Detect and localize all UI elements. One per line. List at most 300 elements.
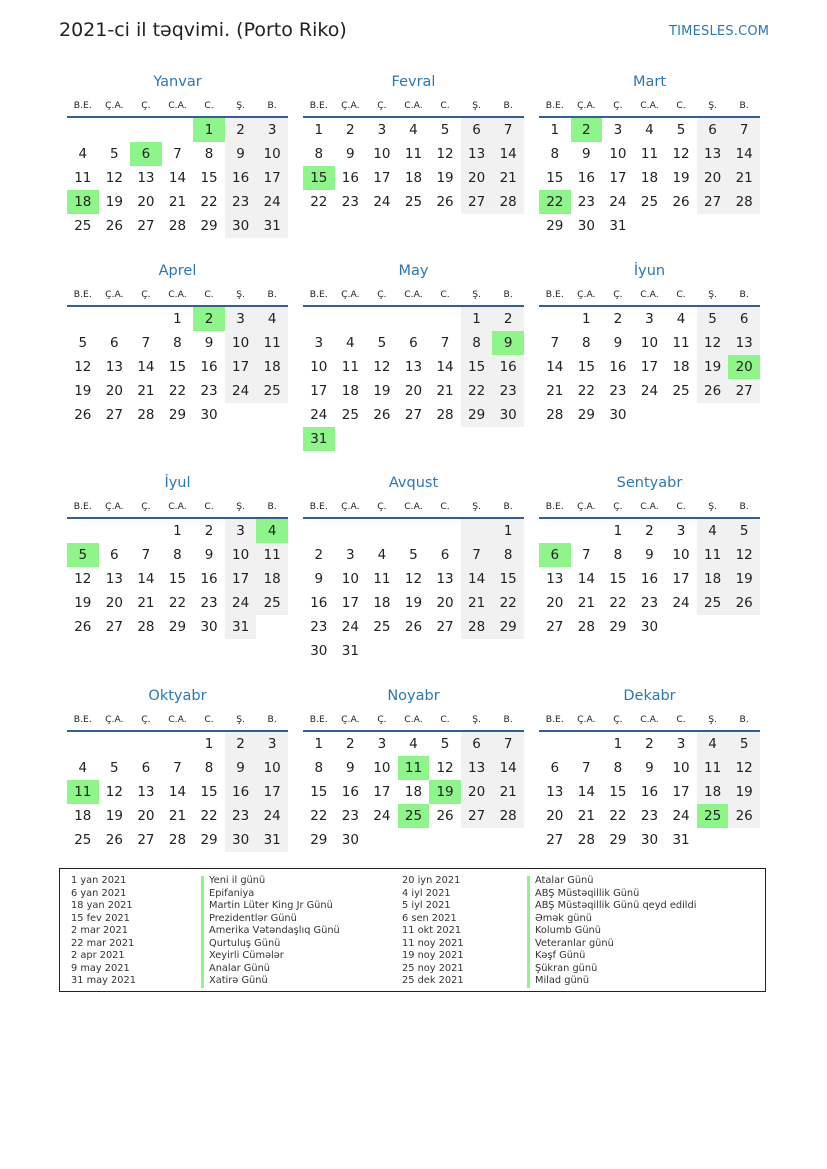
weekday-label: C.A. xyxy=(640,714,659,725)
legend-holiday-name: Əmək günü xyxy=(535,912,592,924)
day-cell: 7 xyxy=(461,543,493,567)
weekday-label: B. xyxy=(267,714,277,725)
day-cell: 18 xyxy=(640,170,659,186)
empty-cell xyxy=(398,307,430,331)
legend-marker-right xyxy=(527,876,530,988)
day-cell: 9 xyxy=(645,760,654,776)
weekday-label: Ç. xyxy=(141,100,151,111)
day-cell: 30 xyxy=(200,619,218,635)
legend-date: 31 may 2021 xyxy=(71,975,136,986)
day-cell: 1 xyxy=(582,311,591,327)
day-cell: 7 xyxy=(173,146,182,162)
day-cell: 16 xyxy=(577,170,595,186)
day-cell: 11 xyxy=(672,335,690,351)
weekday-label: B. xyxy=(739,289,749,300)
legend-date: 9 may 2021 xyxy=(71,962,130,974)
day-cell: 4 xyxy=(78,146,88,162)
day-cell: 29 xyxy=(609,832,627,848)
day-cell: 26 xyxy=(105,218,123,234)
weekday-label: B. xyxy=(267,501,277,512)
day-grid xyxy=(539,519,760,639)
day-cell: 15 xyxy=(200,170,218,186)
day-cell: 3 xyxy=(676,523,686,539)
weekday-label: C.A. xyxy=(168,289,187,300)
day-cell: 10 xyxy=(256,756,288,780)
day-cell: 5 xyxy=(110,760,119,776)
weekday-label: Ç. xyxy=(377,501,387,512)
day-cell: 30 xyxy=(492,403,524,427)
day-cell: 15 xyxy=(609,571,627,587)
day-cell: 21 xyxy=(168,194,187,210)
weekday-label: Ş. xyxy=(236,714,245,725)
day-cell: 22 xyxy=(492,591,524,615)
day-cell: 1 xyxy=(613,736,623,752)
day-cell: 2 xyxy=(346,122,355,138)
day-cell: 27 xyxy=(728,379,760,403)
day-cell: 14 xyxy=(492,142,524,166)
day-cell: 8 xyxy=(461,331,493,355)
weekday-label: Ç.A. xyxy=(341,289,360,300)
empty-cell xyxy=(461,519,493,543)
empty-cell xyxy=(67,732,99,756)
weekday-label: C.A. xyxy=(404,501,423,512)
weekday-label: B.E. xyxy=(545,714,564,725)
weekday-label: B. xyxy=(267,100,277,111)
day-cell: 27 xyxy=(105,619,123,635)
legend-date: 1 yan 2021 xyxy=(71,875,127,886)
weekday-label: Ç. xyxy=(141,289,151,300)
day-cell: 4 xyxy=(409,736,418,752)
day-cell: 17 xyxy=(672,784,690,800)
weekday-label: Ç.A. xyxy=(105,289,124,300)
day-cell: 18 xyxy=(373,595,391,611)
weekday-label: C. xyxy=(204,501,214,512)
day-cell: 18 xyxy=(256,355,288,379)
empty-cell xyxy=(571,732,603,756)
day-cell: 8 xyxy=(582,335,591,351)
weekday-label: B. xyxy=(739,501,749,512)
legend-marker-left xyxy=(201,876,204,988)
day-cell: 1 xyxy=(314,122,324,138)
day-cell: 12 xyxy=(373,359,391,375)
day-cell: 2 xyxy=(225,732,257,756)
holiday-day-cell: 25 xyxy=(697,804,729,828)
day-cell: 11 xyxy=(74,170,92,186)
empty-cell xyxy=(429,307,461,331)
day-cell: 16 xyxy=(640,571,659,587)
day-cell: 30 xyxy=(225,214,257,238)
day-cell: 2 xyxy=(346,736,355,752)
day-cell: 11 xyxy=(256,543,288,567)
day-cell: 19 xyxy=(697,355,729,379)
day-cell: 6 xyxy=(550,760,560,776)
legend-date: 2 apr 2021 xyxy=(71,950,125,961)
day-cell: 7 xyxy=(550,335,560,351)
day-cell: 25 xyxy=(256,591,288,615)
day-cell: 29 xyxy=(492,615,524,639)
day-cell: 5 xyxy=(440,736,450,752)
weekday-label: B. xyxy=(503,714,513,725)
weekday-label: Ş. xyxy=(472,100,481,111)
weekday-header xyxy=(303,497,524,519)
empty-cell xyxy=(130,519,162,543)
weekday-header xyxy=(303,96,524,118)
day-cell: 13 xyxy=(137,784,155,800)
day-cell: 30 xyxy=(640,619,659,635)
weekday-label: B. xyxy=(503,289,513,300)
weekday-label: Ç.A. xyxy=(105,100,124,111)
day-cell: 14 xyxy=(577,571,595,587)
day-cell: 18 xyxy=(697,567,729,591)
month-name: Fevral xyxy=(391,74,436,90)
weekday-label: B.E. xyxy=(309,714,328,725)
day-cell: 28 xyxy=(577,619,595,635)
month-name: İyun xyxy=(633,263,666,279)
day-cell: 6 xyxy=(110,335,119,351)
day-cell: 20 xyxy=(404,383,423,399)
day-cell: 16 xyxy=(341,784,359,800)
day-cell: 2 xyxy=(645,523,654,539)
day-cell: 7 xyxy=(492,732,524,756)
day-cell: 26 xyxy=(436,808,454,824)
legend-holiday-name: Xeyirli Cümələr xyxy=(209,950,284,961)
holiday-day-cell: 25 xyxy=(398,804,430,828)
day-cell: 21 xyxy=(168,808,187,824)
day-cell: 27 xyxy=(137,832,155,848)
holiday-day-cell: 2 xyxy=(571,118,603,142)
day-cell: 28 xyxy=(137,407,155,423)
weekday-label: Ş. xyxy=(472,714,481,725)
month-name: Aprel xyxy=(158,263,197,279)
day-grid xyxy=(303,732,524,852)
weekday-header xyxy=(539,96,760,118)
legend-holiday-name: Milad günü xyxy=(535,975,590,986)
legend-date: 25 dek 2021 xyxy=(402,975,464,986)
day-cell: 16 xyxy=(341,170,359,186)
day-cell: 8 xyxy=(613,547,623,563)
weekday-label: Ç. xyxy=(377,289,387,300)
holiday-day-cell: 2 xyxy=(193,307,225,331)
day-cell: 30 xyxy=(609,407,627,423)
month-name: Avqust xyxy=(388,475,439,491)
day-cell: 21 xyxy=(436,383,454,399)
empty-cell xyxy=(130,307,162,331)
day-cell: 19 xyxy=(672,170,690,186)
day-cell: 5 xyxy=(409,547,418,563)
empty-cell xyxy=(398,519,430,543)
day-cell: 24 xyxy=(609,194,627,210)
legend-dates-left xyxy=(71,875,136,988)
weekday-label: C.A. xyxy=(640,100,659,111)
empty-cell xyxy=(539,519,571,543)
day-cell: 21 xyxy=(492,166,524,190)
day-cell: 4 xyxy=(256,307,288,331)
day-cell: 19 xyxy=(105,808,123,824)
weekday-label: Ç.A. xyxy=(105,714,124,725)
day-cell: 31 xyxy=(341,643,359,659)
day-cell: 28 xyxy=(436,407,454,423)
day-cell: 25 xyxy=(74,832,92,848)
holiday-day-cell: 6 xyxy=(130,142,162,166)
day-cell: 13 xyxy=(546,784,564,800)
day-cell: 10 xyxy=(373,760,391,776)
day-cell: 11 xyxy=(697,756,729,780)
empty-cell xyxy=(99,732,131,756)
day-cell: 30 xyxy=(577,218,595,234)
weekday-label: C.A. xyxy=(404,714,423,725)
day-cell: 15 xyxy=(492,567,524,591)
day-cell: 30 xyxy=(341,832,359,848)
weekday-label: Ç.A. xyxy=(577,501,596,512)
day-cell: 12 xyxy=(105,170,123,186)
day-cell: 30 xyxy=(310,643,328,659)
day-cell: 3 xyxy=(256,732,288,756)
day-cell: 26 xyxy=(728,804,760,828)
weekday-label: B.E. xyxy=(73,289,92,300)
holiday-day-cell: 31 xyxy=(303,427,335,451)
day-cell: 28 xyxy=(728,190,760,214)
weekday-label: B.E. xyxy=(73,714,92,725)
day-cell: 29 xyxy=(609,619,627,635)
day-cell: 20 xyxy=(137,194,155,210)
legend-date: 6 yan 2021 xyxy=(71,887,127,899)
day-cell: 19 xyxy=(74,383,92,399)
day-cell: 3 xyxy=(314,335,324,351)
day-cell: 24 xyxy=(672,808,690,824)
empty-cell xyxy=(366,519,398,543)
day-cell: 16 xyxy=(200,359,218,375)
day-cell: 29 xyxy=(200,218,218,234)
day-cell: 7 xyxy=(173,760,182,776)
weekday-label: Ş. xyxy=(472,501,481,512)
day-cell: 27 xyxy=(461,804,493,828)
day-cell: 5 xyxy=(377,335,387,351)
legend-date: 4 iyl 2021 xyxy=(402,887,451,899)
day-cell: 13 xyxy=(461,142,493,166)
empty-cell xyxy=(429,519,461,543)
day-cell: 24 xyxy=(225,591,257,615)
legend-holiday-name: ABŞ Müstəqillik Günü xyxy=(535,887,640,899)
day-cell: 6 xyxy=(697,118,729,142)
day-cell: 7 xyxy=(141,335,151,351)
day-cell: 31 xyxy=(225,615,257,639)
day-cell: 10 xyxy=(672,547,690,563)
month-name: May xyxy=(398,263,429,279)
day-cell: 3 xyxy=(645,311,654,327)
day-cell: 4 xyxy=(409,122,418,138)
weekday-label: B. xyxy=(739,100,749,111)
day-cell: 25 xyxy=(341,407,359,423)
day-cell: 10 xyxy=(640,335,659,351)
weekday-label: B. xyxy=(267,289,277,300)
weekday-label: C.A. xyxy=(404,289,423,300)
day-cell: 9 xyxy=(204,547,214,563)
day-cell: 13 xyxy=(105,359,123,375)
day-cell: 24 xyxy=(256,804,288,828)
holiday-day-cell: 19 xyxy=(429,780,461,804)
weekday-header xyxy=(303,285,524,307)
day-cell: 23 xyxy=(640,808,659,824)
day-cell: 28 xyxy=(461,615,493,639)
day-cell: 18 xyxy=(74,808,92,824)
day-cell: 22 xyxy=(168,383,187,399)
weekday-header xyxy=(67,96,288,118)
weekday-label: C.A. xyxy=(640,501,659,512)
day-cell: 23 xyxy=(225,190,257,214)
day-cell: 3 xyxy=(676,736,686,752)
day-cell: 31 xyxy=(256,828,288,852)
weekday-header xyxy=(539,285,760,307)
day-cell: 7 xyxy=(728,118,760,142)
day-cell: 29 xyxy=(200,832,218,848)
day-cell: 14 xyxy=(546,359,564,375)
weekday-label: B.E. xyxy=(309,100,328,111)
day-cell: 8 xyxy=(314,146,324,162)
day-cell: 17 xyxy=(256,780,288,804)
day-cell: 4 xyxy=(346,335,355,351)
day-cell: 20 xyxy=(697,166,729,190)
day-cell: 26 xyxy=(404,619,423,635)
empty-cell xyxy=(67,519,99,543)
legend-holiday-name: Epifaniya xyxy=(209,887,255,899)
weekday-header xyxy=(303,710,524,732)
day-cell: 1 xyxy=(613,523,623,539)
day-cell: 17 xyxy=(672,571,690,587)
legend-names-right xyxy=(535,875,696,988)
day-cell: 25 xyxy=(256,379,288,403)
legend-holiday-name: Amerika Vətəndaşlıq Günü xyxy=(209,925,340,936)
weekday-label: B.E. xyxy=(309,501,328,512)
day-cell: 20 xyxy=(546,595,564,611)
day-cell: 7 xyxy=(582,760,591,776)
day-cell: 6 xyxy=(440,547,450,563)
weekday-label: Ç.A. xyxy=(105,501,124,512)
weekday-label: C. xyxy=(440,714,450,725)
brand-link[interactable]: TIMESLES.COM xyxy=(669,24,770,39)
day-cell: 15 xyxy=(609,784,627,800)
day-cell: 16 xyxy=(609,359,627,375)
day-cell: 5 xyxy=(728,519,760,543)
day-cell: 24 xyxy=(373,808,391,824)
day-cell: 29 xyxy=(546,218,564,234)
legend-holiday-name: ABŞ Müstəqillik Günü qeyd edildi xyxy=(535,900,697,911)
empty-cell xyxy=(67,118,99,142)
weekday-label: C. xyxy=(204,714,214,725)
day-cell: 18 xyxy=(404,170,423,186)
day-cell: 12 xyxy=(436,146,454,162)
day-cell: 6 xyxy=(461,118,493,142)
empty-cell xyxy=(99,307,131,331)
legend-holiday-name: Yeni il günü xyxy=(209,875,266,886)
day-cell: 5 xyxy=(728,732,760,756)
day-cell: 26 xyxy=(436,194,454,210)
day-cell: 3 xyxy=(377,736,387,752)
holiday-day-cell: 6 xyxy=(539,543,571,567)
month-i̇yun xyxy=(539,261,760,427)
empty-cell xyxy=(303,519,335,543)
day-cell: 14 xyxy=(137,359,155,375)
day-cell: 21 xyxy=(728,166,760,190)
day-cell: 14 xyxy=(492,756,524,780)
day-cell: 30 xyxy=(225,828,257,852)
day-cell: 15 xyxy=(546,170,564,186)
day-cell: 9 xyxy=(645,547,654,563)
weekday-header xyxy=(67,710,288,732)
holiday-day-cell: 18 xyxy=(67,190,99,214)
day-cell: 23 xyxy=(640,595,659,611)
day-cell: 27 xyxy=(105,407,123,423)
day-cell: 22 xyxy=(609,595,627,611)
day-cell: 8 xyxy=(550,146,560,162)
day-cell: 6 xyxy=(110,547,119,563)
day-cell: 14 xyxy=(461,567,493,591)
legend-holiday-name: Xatirə Günü xyxy=(209,975,268,986)
day-cell: 15 xyxy=(200,784,218,800)
day-cell: 31 xyxy=(672,832,690,848)
weekday-label: Ç.A. xyxy=(341,501,360,512)
holiday-day-cell: 5 xyxy=(67,543,99,567)
day-cell: 2 xyxy=(645,736,654,752)
day-cell: 12 xyxy=(105,784,123,800)
weekday-label: Ş. xyxy=(708,501,717,512)
day-cell: 27 xyxy=(697,190,729,214)
empty-cell xyxy=(162,732,194,756)
day-cell: 6 xyxy=(461,732,493,756)
day-grid xyxy=(67,118,288,238)
day-cell: 14 xyxy=(436,359,454,375)
day-cell: 1 xyxy=(492,519,524,543)
holiday-day-cell: 22 xyxy=(539,190,571,214)
legend-holiday-name: Analar Günü xyxy=(209,962,271,974)
day-cell: 18 xyxy=(672,359,690,375)
day-cell: 8 xyxy=(204,146,214,162)
empty-cell xyxy=(335,307,367,331)
day-cell: 18 xyxy=(697,780,729,804)
day-cell: 11 xyxy=(697,543,729,567)
weekday-label: B.E. xyxy=(309,289,328,300)
day-cell: 15 xyxy=(310,784,328,800)
day-cell: 16 xyxy=(225,780,257,804)
legend-holiday-name: Şükran günü xyxy=(535,962,598,974)
day-cell: 26 xyxy=(74,619,92,635)
day-cell: 3 xyxy=(346,547,355,563)
day-cell: 27 xyxy=(546,832,564,848)
day-cell: 7 xyxy=(582,547,591,563)
day-cell: 29 xyxy=(310,832,328,848)
weekday-label: C. xyxy=(204,289,214,300)
day-cell: 19 xyxy=(404,595,423,611)
weekday-label: B.E. xyxy=(545,100,564,111)
weekday-label: Ş. xyxy=(708,289,717,300)
weekday-label: Ç. xyxy=(141,501,151,512)
holiday-day-cell: 4 xyxy=(256,519,288,543)
day-cell: 10 xyxy=(672,760,690,776)
weekday-label: Ç. xyxy=(377,100,387,111)
day-cell: 10 xyxy=(225,543,257,567)
day-cell: 7 xyxy=(440,335,450,351)
day-cell: 9 xyxy=(346,760,355,776)
legend-holiday-name: Kolumb Günü xyxy=(535,925,601,936)
day-cell: 13 xyxy=(728,331,760,355)
day-grid xyxy=(303,519,524,663)
day-grid xyxy=(539,307,760,427)
day-cell: 4 xyxy=(377,547,387,563)
legend-date: 2 mar 2021 xyxy=(71,925,128,936)
day-cell: 27 xyxy=(461,190,493,214)
day-cell: 14 xyxy=(577,784,595,800)
day-cell: 6 xyxy=(141,760,151,776)
day-cell: 16 xyxy=(200,571,218,587)
